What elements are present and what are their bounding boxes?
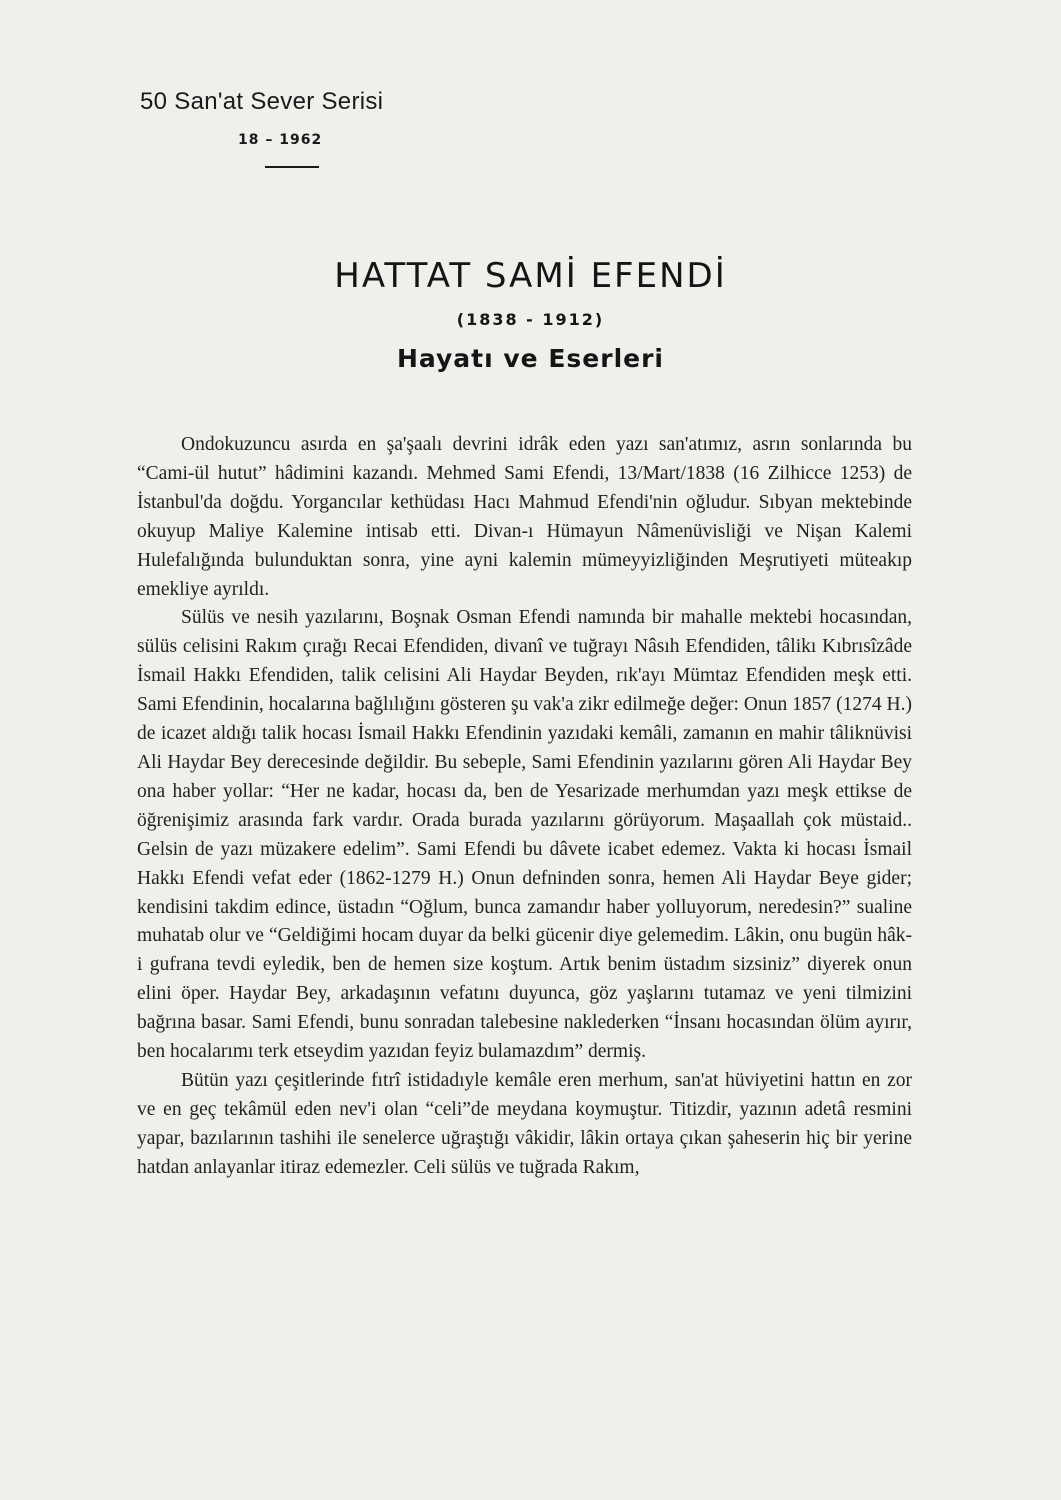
series-label: 50 San'at Sever Serisi [140,88,384,115]
paragraph: Ondokuzuncu asırda en şa'şaalı devrini idrâk eden yazı san'atımız, asrın sonlarında bu “Cami-ül hutut” hâdimini kazandı. Mehmed Sami Efendi, 13/Mart/1838 (16 Zilhicce 1253) de İstanbul'da doğdu. Yorgancılar kethüdası Hacı Mahmud Efendi'nin oğludur. Sıbyan mektebinde okuyup Maliye Kalemine intisab etti. Divan-ı Hümayun Nâmenüvisliği ve Nişan Kalemi Hulefalığında bulunduktan sonra, yine ayni kalemin mümeyyizliğinden Meşrutiyeti müteakıp emekliye ayrıldı. [137,434,912,600]
header-divider [265,166,319,168]
article-dates: (1838 - 1912) [456,310,605,329]
article-title: HATTAT SAMİ EFENDİ [334,256,727,296]
paragraph: Bütün yazı çeşitlerinde fıtrî istidadıyle kemâle eren merhum, san'at hüviyetini hattın en zor ve en geç tekâmül eden nev'i olan “celi”de meydana koymuştur. Titizdir, yazının adetâ resmini yapar, bazılarının tashihi ile senelerce uğraştığı vâkidir, lâkin ortaya çıkan şaheserin hiç bir yerine hatdan anlayanlar itiraz edemezler. Celi sülüs ve tuğrada Rakım, [137,1069,912,1178]
paragraph: Sülüs ve nesih yazılarını, Boşnak Osman Efendi namında bir mahalle mektebi hocasından, sülüs celisini Rakım çırağı Recai Efendiden, divanî ve tuğrayı Nâsıh Efendiden, tâlikı Kıbrısîzâde İsmail Hakkı Efendiden, talik celisini Ali Haydar Beyden, rık'ayı Mümtaz Efendiden meşk etti. Sami Efendinin, hocalarına bağlılığını gösteren şu vak'a zikr edilmeğe değer: Onun 1857 (1274 H.) de icazet aldığı talik hocası İsmail Hakkı Efendinin yazıdaki kemâli, zamanın en mahir tâliknüvisi Ali Haydar Bey derecesinde değildir. Bu sebeple, Sami Efendinin yazılarını gören Ali Haydar Bey ona haber yollar: “Her ne kadar, hocası da, ben de Yesarizade merhumdan yazı meşk ettikse de öğrenişimiz arasında fark vardır. Orada burada yazılarını görüyorum. Maşaallah çok müstaid.. Gelsin de yazı müzakere edelim”. Sami Efendi bu dâvete icabet edemez. Vakta ki hocası İsmail Hakkı Efendi vefat eder (1862-1279 H.) Onun defninden sonra, hemen Ali Haydar Beye gider; kendisini takdim edince, üstadın “Oğlum, bunca zamandır haber yolluyorum, neredesin?” sualine muhatab olur ve “Geldiğimi hocam duyar da belki gücenir diye gelemedim. Lâkin, onu bugün hâk-i gufrana tevdi eyledik, ben de hemen size koştum. Artık benim üstadım sizsiniz” diyerek onun elini öper. Haydar Bey, arkadaşının vefatını duyunca, göz yaşlarını tutamaz ve yeni tilmizini bağrına basar. Sami Efendi, bunu sonradan talebesine naklederken “İnsanı hocasından ölüm ayırır, ben hocalarımı terk etseydim yazıdan feyiz bulamazdım” dermiş. [137,607,912,1063]
issue-number: 18 – 1962 [238,132,323,148]
article-subtitle: Hayatı ve Eserleri [396,344,665,373]
article-body [137,431,912,1183]
